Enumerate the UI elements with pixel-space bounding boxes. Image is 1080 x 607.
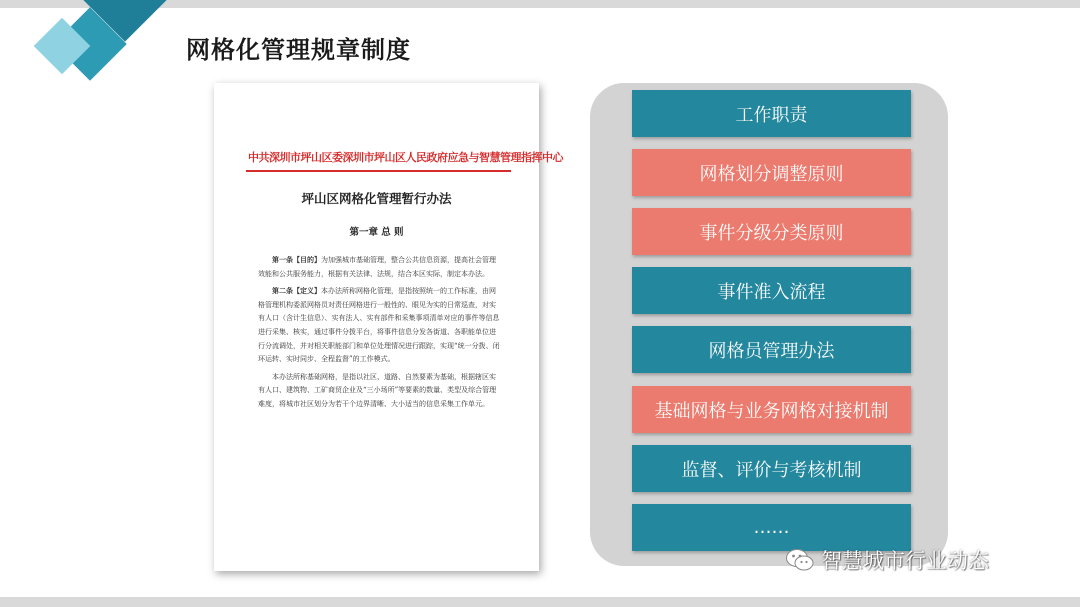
menu-item-supervision[interactable]	[632, 445, 911, 492]
menu-item-event-classification[interactable]	[632, 208, 911, 255]
menu-item-label: 工作职责	[735, 104, 808, 126]
document-preview	[214, 83, 563, 571]
document-chapter: 第一章 总 则	[349, 227, 404, 238]
menu-item-work-duties[interactable]	[632, 90, 911, 137]
menu-item-label: 事件分级分类原则	[699, 222, 844, 244]
document-title: 坪山区网格化管理暂行办法	[301, 191, 452, 206]
watermark	[785, 545, 989, 575]
document-paragraph: 本办法所称基础网格，是指以社区、道路、自然要素为基础，根据辖区实有人口、建筑物、工矿商贸企业及“三小场所”等要素的数量、类型及综合管理难度，将城市社区划分为若干个边界清晰、大小适当的信息采集工作单元。	[258, 372, 497, 408]
menu-item-event-admission[interactable]	[632, 267, 911, 314]
document-paragraph: 第一条【目的】为加强城市基础管理，整合公共信息资源，提高社会管理效能和公共服务能力，根据有关法律、法规，结合本区实际，制定本办法。	[258, 255, 496, 278]
watermark-text: 智慧城市行业动态	[821, 549, 989, 573]
menu-item-label: 基础网格与业务网格对接机制	[654, 400, 889, 422]
document-body	[258, 253, 500, 415]
menu-item-more[interactable]	[632, 504, 911, 551]
bottom-border	[0, 597, 1080, 607]
menu-item-grid-staff-management[interactable]	[632, 326, 911, 373]
menu-item-label: 网格员管理办法	[708, 340, 835, 362]
menu-item-grid-docking[interactable]	[632, 386, 911, 433]
menu-item-label: ……	[753, 517, 790, 538]
menu-item-label: 事件准入流程	[717, 281, 826, 303]
wechat-icon	[785, 547, 815, 573]
document-paragraph: 第二条【定义】本办法所称网格化管理，是指按照统一的工作标准，由网格管理机构委派网格员对责任网格进行一般性的、眼见为实的日常巡查，对实有人口（含计生信息）、实有法人、实有部件和采集事项清单对应的事件等信息进行采集、核实，通过事件分拨平台，将事件信息分发各街道、各职能单位进行分流调处，并对相关职能部门和单位处理情况进行跟踪，实现“统一分拨、闭环运转、实时同步、全程监督”的工作模式。	[258, 286, 500, 364]
page-title: 网格化管理规章制度	[186, 36, 411, 64]
menu-item-label: 网格划分调整原则	[699, 163, 844, 185]
document-org-header: 中共深圳市坪山区委深圳市坪山区人民政府应急与智慧管理指挥中心	[248, 151, 563, 164]
menu-item-label: 监督、评价与考核机制	[681, 459, 862, 481]
document-red-rule	[246, 170, 511, 172]
menu-item-grid-division[interactable]	[632, 149, 911, 196]
